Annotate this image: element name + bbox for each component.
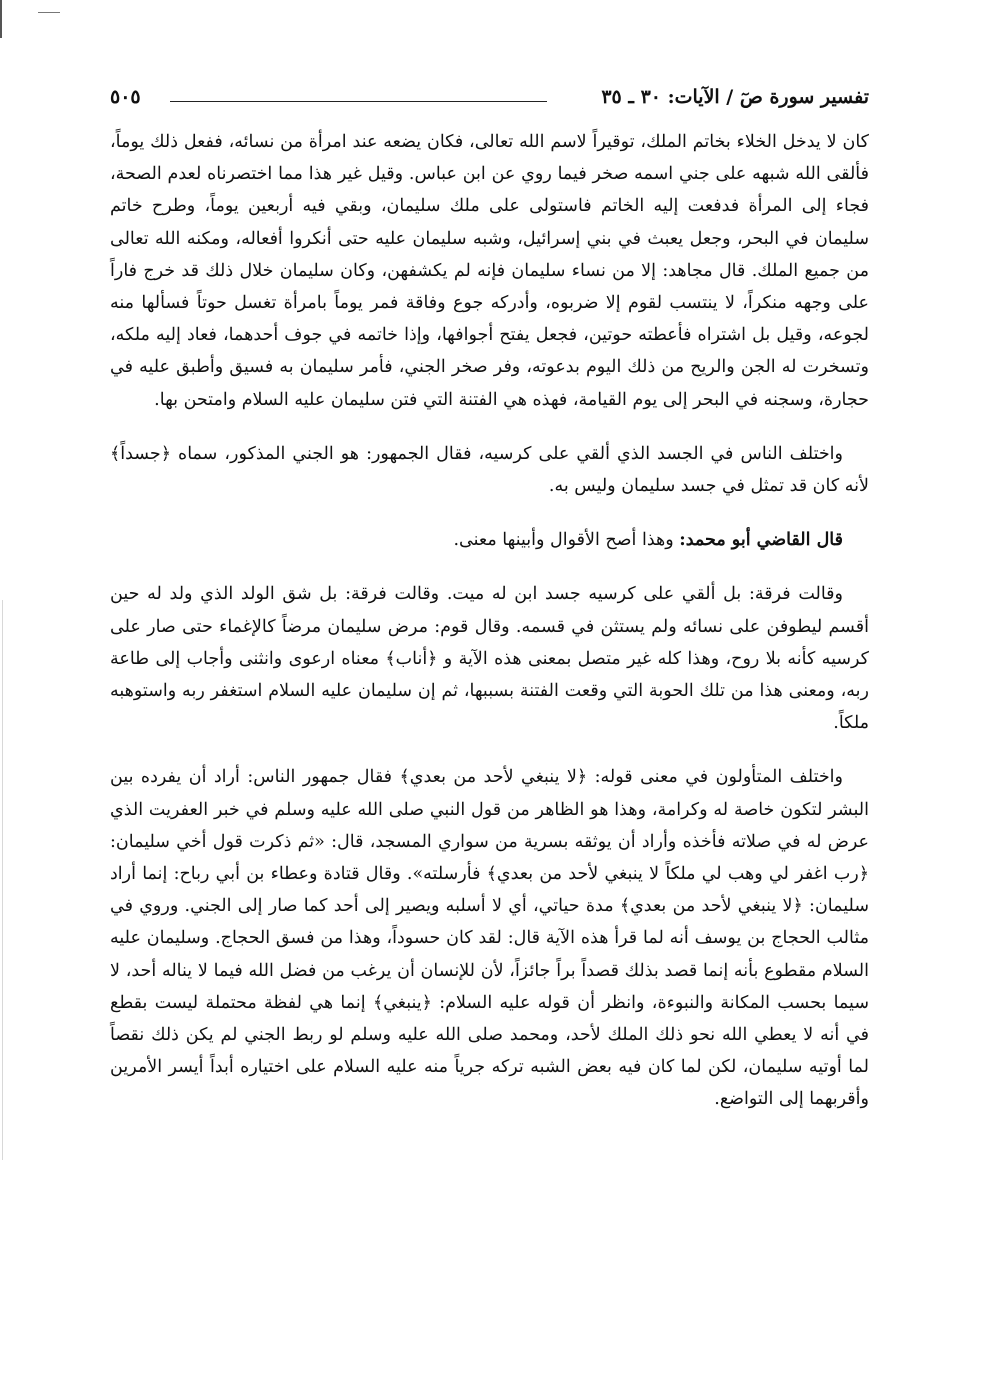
paragraph-text: وهذا أصح الأقوال وأبينها معنى. <box>453 530 680 551</box>
scan-artifact-line <box>38 12 60 13</box>
page-header <box>110 86 869 116</box>
paragraph-2 <box>110 438 869 502</box>
scan-shadow-edge <box>2 600 3 1160</box>
paragraph-1 <box>110 126 869 416</box>
running-title: تفسير سورة صٓ / الآيات: ٣٠ ـ ٣٥ <box>601 86 869 108</box>
page-body <box>110 126 869 1138</box>
paragraph-text: واختلف الناس في الجسد الذي ألقي على كرسيه، فقال الجمهور: هو الجني المذكور، سماه ﴿جسداً﴾ لأنه كان قد تمثل في جسد سليمان وليس به. <box>110 443 869 497</box>
paragraph-text: وقالت فرقة: بل ألقي على كرسيه جسد ابن له ميت. وقالت فرقة: بل شق الولد الذي ولد له حين أقسم ليطوفن على نسائه ولم يستثن في قسمه. وقال قوم: مرض سليمان مرضاً كالإغماء حتى صار على كرسيه كأنه بلا روح، وهذا كله غير متصل بمعنى هذه الآية و ﴿أناب﴾ معناه ارعوى وانثنى وأجاب إلى طاعة ربه، ومعنى هذا من تلك الحوبة التي وقعت الفتنة بسببها، ثم إن سليمان عليه السلام استغفر ربه واستوهبه ملكاً. <box>110 584 869 734</box>
paragraph-3 <box>110 524 869 556</box>
paragraph-4 <box>110 578 869 739</box>
header-rule <box>170 101 547 102</box>
paragraph-text: كان لا يدخل الخلاء بخاتم الملك، توقيراً لاسم الله تعالى، فكان يضعه عند امرأة من نسائه، ففعل ذلك يوماً، فألقى الله شبهه على جني اسمه صخر فيما روي عن ابن عباس. وقيل غير هذا مما اختصرناه لعدم الصحة، فجاء إلى المرأة فدفعت إليه الخاتم فاستولى على ملك سليمان، وبقي فيه أربعين يوماً، وطرح خاتم سليمان في البحر، وجعل يعبث في بني إسرائيل، وشبه سليمان عليه حتى أنكروا أفعاله، ومكنه الله تعالى من جميع الملك. قال مجاهد: إلا من نساء سليمان فإنه لم يكشفهن، وكان سليمان خلال ذلك قد خرج فاراً على وجهه منكراً، لا ينتسب لقوم إلا ضربوه، وأدركه جوع وفاقة فمر يوماً بامرأة تغسل حوتاً فسألها منه لجوعه، وقيل بل اشتراه فأعطته حوتين، فجعل يفتح أجوافها، وإذا خاتمه في جوف أحدهما، فعاد إليه ملكه، وتسخرت له الجن والريح من ذلك اليوم بدعوته، وفر صخر الجني، فأمر سليمان به فسيق وأطبق عليه في حجارة، وسجنه في البحر إلى يوم القيامة، فهذه هي الفتنة التي فتن سليمان عليه السلام وامتحن بها. <box>110 132 869 410</box>
paragraph-bold-lead: قال القاضي أبو محمد: <box>679 530 843 551</box>
paragraph-5 <box>110 761 869 1115</box>
paragraph-text: واختلف المتأولون في معنى قوله: ﴿لا ينبغي لأحد من بعدي﴾ فقال جمهور الناس: أراد أن يفرده بين البشر لتكون خاصة له وكرامة، وهذا هو الظاهر من قول النبي صلى الله عليه وسلم في خبر العفريت الذي عرض له في صلاته فأخذه وأراد أن يوثقه بسرية من سواري المسجد، قال: «ثم ذكرت قول أخي سليمان: ﴿رب اغفر لي وهب لي ملكاً لا ينبغي لأحد من بعدي﴾ فأرسلته». وقال قتادة وعطاء بن أبي رباح: إنما أراد سليمان: ﴿لا ينبغي لأحد من بعدي﴾ مدة حياتي، أي لا أسلبه ويصير إلى أحد كما صار إلى الجني. وروي في مثالب الحجاج بن يوسف أنه لما قرأ هذه الآية قال: لقد كان حسوداً، وهذا من فسق الحجاج. وسليمان عليه السلام مقطوع بأنه إنما قصد بذلك قصداً براً جائزاً، لأن للإنسان أن يرغب من فضل الله فيما لا يناله أحد، لا سيما بحسب المكانة والنبوءة، وانظر أن قوله عليه السلام: ﴿ينبغي﴾ إنما هي لفظة محتملة ليست بقطع في أنه لا يعطي الله نحو ذلك الملك لأحد، ومحمد صلى الله عليه وسلم لو ربط الجني لم يكن ذلك نقصاً لما أوتيه سليمان، لكن لما كان فيه بعض الشبه تركه جرياً منه عليه السلام على اختياره أبداً أيسر الأمرين وأقربهما إلى التواضع. <box>110 767 869 1110</box>
page-number: ٥٠٥ <box>110 86 141 108</box>
scan-artifact-edge <box>0 0 2 38</box>
